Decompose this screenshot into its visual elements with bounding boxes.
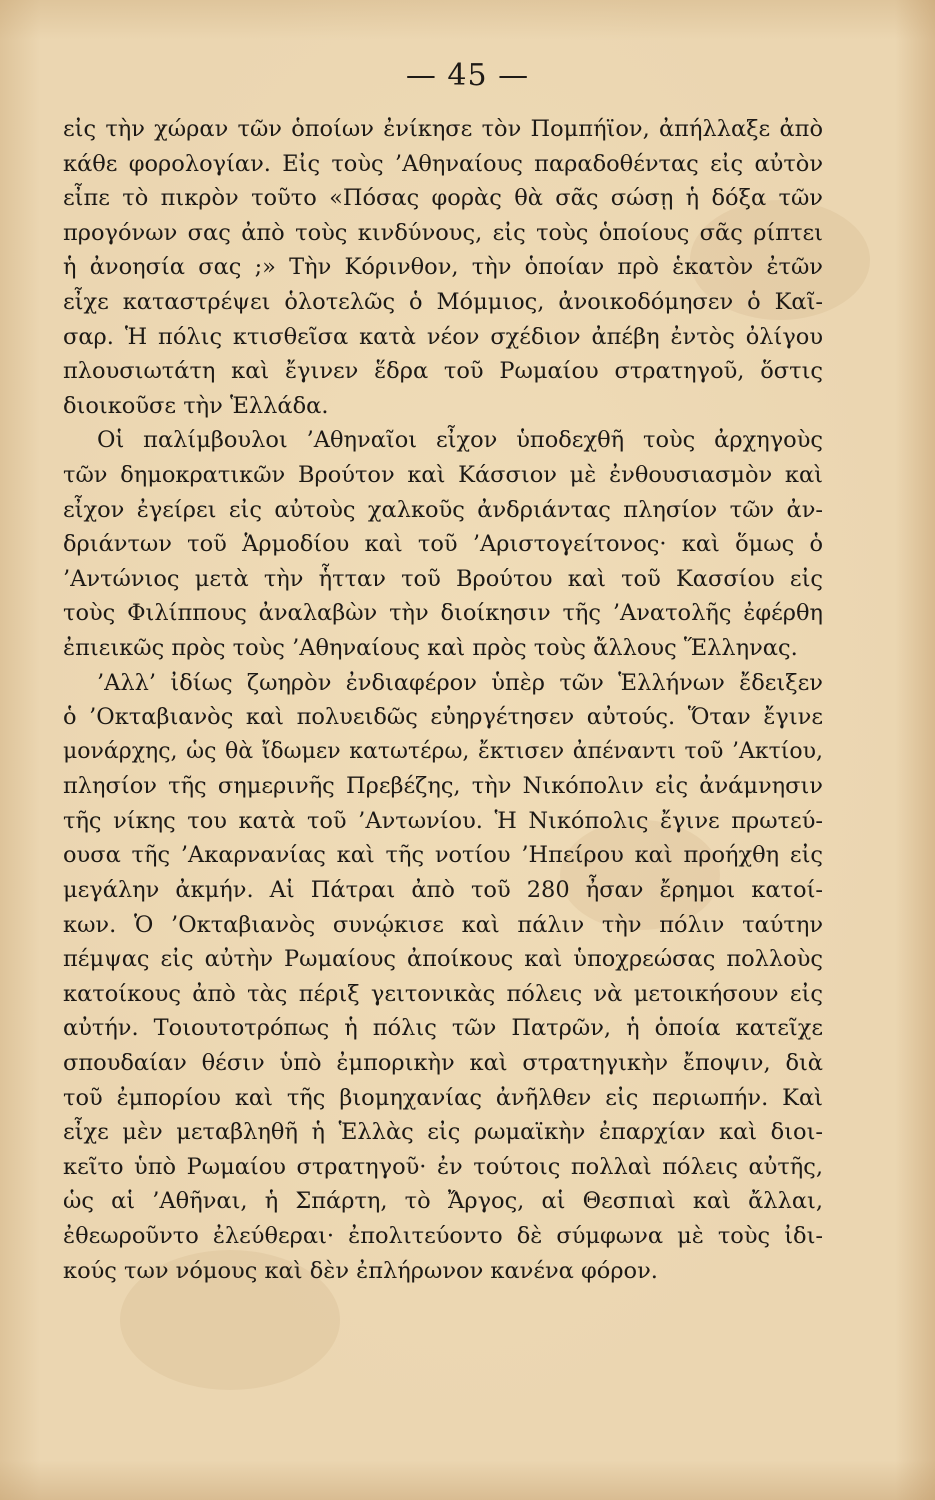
text-line: εἶχε καταστρέψει ὁλοτελῶς ὁ Μόμμιος, ἀνοικοδόμησεν ὁ Καῖ-	[63, 288, 823, 315]
text-line: κων. Ὁ ’Οκταβιανὸς συνῴκισε καὶ πάλιν τὴν πόλιν ταύτην	[63, 911, 823, 938]
text-line: τῆς νίκης του κατὰ τοῦ ’Αντωνίου. Ἡ Νικόπολις ἔγινε πρωτεύ-	[63, 807, 823, 834]
text-line: κατοίκους ἀπὸ τὰς πέριξ γειτονικὰς πόλεις νὰ μετοικήσουν εἰς	[63, 980, 823, 1007]
text-line: προγόνων σας ἀπὸ τοὺς κινδύνους, εἰς τοὺς ὁποίους σᾶς ρίπτει	[63, 219, 823, 246]
text-line: ἡ ἀνοησία σας ;» Τὴν Κόρινθον, τὴν ὁποίαν πρὸ ἑκατὸν ἐτῶν	[63, 254, 823, 281]
text-line: ὁ ’Οκταβιανὸς καὶ πολυειδῶς εὐηργέτησεν αὐτούς. Ὅταν ἔγινε	[63, 704, 823, 731]
text-line: ὡς αἱ ’Αθῆναι, ἡ Σπάρτη, τὸ Ἄργος, αἱ Θεσπιαὶ καὶ ἄλλαι,	[63, 1188, 823, 1215]
text-line: τῶν δημοκρατικῶν Βρούτον καὶ Κάσσιον μὲ ἐνθουσιασμὸν καὶ	[63, 461, 823, 488]
text-line: κάθε φορολογίαν. Εἰς τοὺς ’Αθηναίους παραδοθέντας εἰς αὐτὸν	[63, 150, 823, 177]
text-line: εἶπε τὸ πικρὸν τοῦτο «Πόσας φορὰς θὰ σᾶς σώσῃ ἡ δόξα τῶν	[63, 185, 823, 212]
text-line: ἐπιεικῶς πρὸς τοὺς ’Αθηναίους καὶ πρὸς τοὺς ἄλλους Ἕλληνας.	[63, 634, 798, 661]
body-text	[63, 112, 823, 1288]
page-number: — 45 —	[405, 58, 530, 93]
text-line: ουσα τῆς ’Ακαρνανίας καὶ τῆς νοτίου ’Ηπείρου καὶ προήχθη εἰς	[63, 842, 823, 869]
text-line: εἶχον ἐγείρει εἰς αὐτοὺς χαλκοῦς ἀνδριάντας πλησίον τῶν ἀν-	[63, 496, 823, 523]
text-line: ’Αλλ’ ἰδίως ζωηρὸν ἐνδιαφέρον ὑπὲρ τῶν Ἑλλήνων ἔδειξεν	[97, 669, 823, 696]
text-line: ’Αντώνιος μετὰ τὴν ἧτταν τοῦ Βρούτου καὶ τοῦ Κασσίου εἰς	[63, 565, 823, 592]
text-line: Οἱ παλίμβουλοι ’Αθηναῖοι εἶχον ὑποδεχθῆ τοὺς ἀρχηγοὺς	[97, 427, 823, 454]
text-line: πέμψας εἰς αὐτὴν Ρωμαίους ἀποίκους καὶ ὑποχρεώσας πολλοὺς	[63, 946, 823, 973]
text-line: διοικοῦσε τὴν Ἑλλάδα.	[63, 392, 329, 419]
text-line: σαρ. Ἡ πόλις κτισθεῖσα κατὰ νέον σχέδιον ἀπέβη ἐντὸς ὀλίγου	[63, 323, 823, 350]
text-line: τοῦ ἐμπορίου καὶ τῆς βιομηχανίας ἀνῆλθεν εἰς περιωπήν. Καὶ	[63, 1084, 823, 1111]
text-line: μονάρχης, ὡς θὰ ἴδωμεν κατωτέρω, ἔκτισεν ἀπέναντι τοῦ ’Ακτίου,	[63, 738, 823, 764]
text-line: αὐτήν. Τοιουτοτρόπως ἡ πόλις τῶν Πατρῶν, ἡ ὁποία κατεῖχε	[63, 1015, 823, 1042]
text-line: τοὺς Φιλίππους ἀναλαβὼν τὴν διοίκησιν τῆς ’Ανατολῆς ἐφέρθη	[63, 600, 823, 627]
text-line: ἐθεωροῦντο ἐλεύθεραι· ἐπολιτεύοντο δὲ σύμφωνα μὲ τοὺς ἰδι-	[63, 1223, 823, 1249]
text-line: εἶχε μὲν μεταβληθῆ ἡ Ἑλλὰς εἰς ρωμαϊκὴν ἐπαρχίαν καὶ διοι-	[63, 1119, 823, 1146]
text-line: εἰς τὴν χώραν τῶν ὁποίων ἐνίκησε τὸν Πομπήϊον, ἀπήλλαξε ἀπὸ	[63, 116, 823, 142]
text-line: δριάντων τοῦ Ἁρμοδίου καὶ τοῦ ’Αριστογείτονος· καὶ ὅμως ὁ	[63, 531, 823, 558]
text-line: πλουσιωτάτη καὶ ἔγινεν ἕδρα τοῦ Ρωμαίου στρατηγοῦ, ὅστις	[63, 358, 823, 385]
text-line: σπουδαίαν θέσιν ὑπὸ ἐμπορικὴν καὶ στρατηγικὴν ἔποψιν, διὰ	[63, 1050, 823, 1077]
text-line: κούς των νόμους καὶ δὲν ἐπλήρωνον κανένα φόρον.	[63, 1257, 658, 1284]
text-line: μεγάλην ἀκμήν. Αἱ Πάτραι ἀπὸ τοῦ 280 ἦσαν ἔρημοι κατοί-	[63, 877, 823, 904]
text-line: πλησίον τῆς σημερινῆς Πρεβέζης, τὴν Νικόπολιν εἰς ἀνάμνησιν	[63, 773, 823, 800]
text-line: κεῖτο ὑπὸ Ρωμαίου στρατηγοῦ· ἐν τούτοις πολλαὶ πόλεις αὐτῆς,	[63, 1153, 823, 1180]
